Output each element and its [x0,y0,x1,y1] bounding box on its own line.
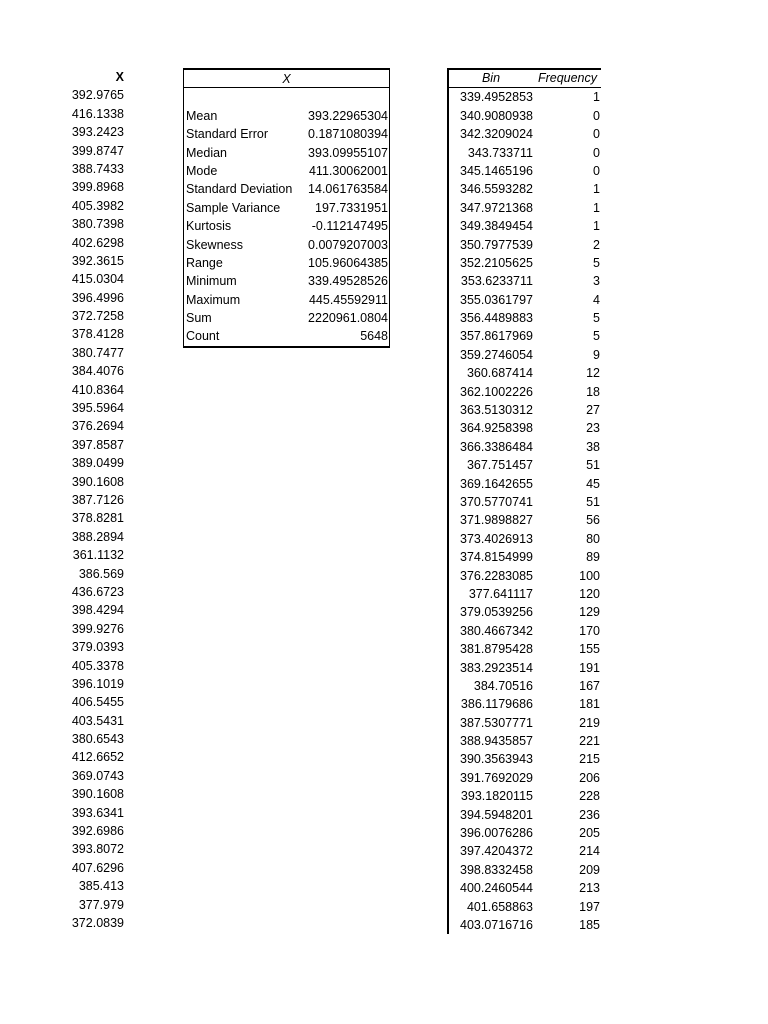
frequency-cell: 120 [579,586,600,601]
stats-row [184,125,389,143]
x-value-cell: 387.7126 [71,492,124,507]
frequency-cell: 214 [579,844,600,859]
histogram-row [449,511,601,529]
x-value-cell: 399.8968 [71,180,124,195]
bin-cell: 390.3563943 [460,752,533,767]
bin-cell: 340.9080938 [460,108,533,123]
frequency-cell: 155 [579,642,600,657]
histogram-row [449,309,601,327]
stats-rows [184,107,389,346]
bin-cell: 349.3849454 [460,219,533,234]
stats-value: 197.7331951 [315,200,388,215]
frequency-cell: 2 [593,237,600,252]
bin-cell: 374.8154999 [460,550,533,565]
frequency-cell: 206 [579,770,600,785]
stats-value: 5648 [360,329,388,344]
bin-cell: 400.2460544 [460,881,533,896]
stats-row [184,199,389,217]
stats-label: Standard Error [186,127,268,142]
histogram-row [449,180,601,198]
x-value-cell: 393.6341 [71,805,124,820]
bin-cell: 396.0076286 [460,826,533,841]
bin-cell: 356.4489883 [460,311,533,326]
bin-cell: 362.1002226 [460,384,533,399]
bin-cell: 347.9721368 [460,200,533,215]
bin-cell: 397.4204372 [460,844,533,859]
x-value-cell: 405.3982 [71,198,124,213]
x-value-cell: 376.2694 [71,419,124,434]
x-value-cell: 378.8281 [71,511,124,526]
histogram-row [449,346,601,364]
frequency-cell: 221 [579,734,600,749]
x-value-cell: 386.569 [78,566,124,581]
bin-cell: 357.8617969 [460,329,533,344]
stats-row [184,272,389,290]
x-value-cell: 392.6986 [71,824,124,839]
bin-cell: 377.641117 [468,586,533,601]
stats-row [184,309,389,327]
histogram-row [449,272,601,290]
stats-label: Maximum [186,292,241,307]
frequency-cell: 0 [593,163,600,178]
x-value-cell: 380.7398 [71,217,124,232]
histogram-row [449,493,601,511]
x-value-cell: 390.1608 [71,474,124,489]
histogram-row [449,107,601,125]
x-value-cell: 393.8072 [71,842,124,857]
stats-value: 0.0079207003 [308,237,388,252]
bin-cell: 353.6233711 [460,274,533,289]
x-value-cell: 390.1608 [71,787,124,802]
frequency-cell: 0 [593,145,600,160]
x-value-cell: 372.7258 [71,309,124,324]
bin-cell: 384.70516 [473,678,533,693]
stats-value: 0.1871080394 [308,127,388,142]
frequency-cell: 18 [586,384,600,399]
x-value-cell: 389.0499 [71,456,124,471]
frequency-cell: 205 [579,826,600,841]
histogram-row [449,530,601,548]
stats-label: Kurtosis [186,219,232,234]
frequency-cell: 0 [593,108,600,123]
histogram-row [449,732,601,750]
stats-row [184,217,389,235]
frequency-cell: 129 [579,605,600,620]
x-value-cell: 393.2423 [71,125,124,140]
x-value-cell: 388.7433 [71,161,124,176]
stats-table-header: X [184,70,389,88]
bin-cell: 352.2105625 [460,255,533,270]
bin-header: Bin [481,71,501,85]
histogram-row [449,861,601,879]
histogram-row [449,750,601,768]
histogram-row [449,327,601,345]
bin-cell: 373.4026913 [460,531,533,546]
frequency-cell: 167 [579,678,600,693]
stats-value: -0.112147495 [311,219,388,234]
frequency-cell: 219 [579,715,600,730]
bin-cell: 366.3386484 [460,439,533,454]
bin-cell: 360.687414 [466,366,533,381]
histogram-row [449,401,601,419]
histogram-table-header [449,68,601,88]
frequency-cell: 185 [579,917,600,932]
bin-cell: 383.2923514 [460,660,533,675]
frequency-header: Frequency [537,71,597,85]
frequency-cell: 56 [586,513,600,528]
stats-value: 393.09955107 [308,145,388,160]
stats-value: 2220961.0804 [308,311,388,326]
frequency-cell: 1 [593,90,600,105]
frequency-cell: 181 [579,697,600,712]
frequency-cell: 23 [586,421,600,436]
frequency-cell: 191 [579,660,600,675]
bin-cell: 376.2283085 [460,568,533,583]
stats-value: 339.49528526 [308,274,388,289]
histogram-row [449,162,601,180]
stats-label: Sum [186,311,212,326]
x-value-cell: 397.8587 [71,437,124,452]
bin-cell: 350.7977539 [460,237,533,252]
stats-row [184,162,389,180]
bin-cell: 346.5593282 [460,182,533,197]
histogram-row [449,659,601,677]
frequency-cell: 89 [586,550,600,565]
histogram-row [449,236,601,254]
histogram-row [449,144,601,162]
histogram-row [449,88,601,106]
frequency-cell: 213 [579,881,600,896]
x-value-cell: 396.4996 [71,290,124,305]
bin-cell: 364.9258398 [460,421,533,436]
x-value-cell: 392.3615 [71,253,124,268]
histogram-row [449,677,601,695]
histogram-row [449,824,601,842]
histogram-row [449,548,601,566]
x-value-cell: 396.1019 [71,676,124,691]
frequency-cell: 5 [593,311,600,326]
histogram-row [449,714,601,732]
frequency-cell: 228 [579,789,600,804]
bin-cell: 345.1465196 [460,163,533,178]
histogram-row [449,291,601,309]
stats-label: Mode [186,163,218,178]
bin-cell: 369.1642655 [460,476,533,491]
histogram-row [449,438,601,456]
descriptive-statistics-table [183,68,390,348]
frequency-cell: 38 [586,439,600,454]
x-value-cell: 388.2894 [71,529,124,544]
bin-cell: 343.733711 [467,145,533,160]
histogram-row [449,254,601,272]
frequency-cell: 1 [593,219,600,234]
histogram-row [449,475,601,493]
histogram-table [447,68,601,934]
x-value-cell: 378.4128 [71,327,124,342]
bin-cell: 394.5948201 [460,807,533,822]
stats-value: 14.061763584 [308,182,388,197]
frequency-cell: 170 [579,623,600,638]
frequency-cell: 51 [586,458,600,473]
frequency-cell: 236 [579,807,600,822]
bin-cell: 380.4667342 [460,623,533,638]
x-value-cell: 395.5964 [71,401,124,416]
histogram-row [449,419,601,437]
stats-row [184,236,389,254]
x-value-cell: 436.6723 [71,584,124,599]
x-value-cell: 405.3378 [71,658,124,673]
bin-cell: 371.9898827 [460,513,533,528]
x-value-cell: 379.0393 [71,640,124,655]
x-value-cell: 399.9276 [71,621,124,636]
stats-label: Mean [186,108,218,123]
histogram-row [449,199,601,217]
stats-label: Range [186,255,223,270]
stats-row [184,180,389,198]
x-value-cell: 412.6652 [71,750,124,765]
frequency-cell: 3 [593,274,600,289]
histogram-row [449,567,601,585]
bin-cell: 386.1179686 [460,697,533,712]
x-value-cell: 369.0743 [71,768,124,783]
frequency-cell: 0 [593,127,600,142]
stats-value: 105.96064385 [308,255,388,270]
bin-cell: 363.5130312 [460,403,533,418]
stats-label: Skewness [186,237,243,252]
bin-cell: 388.9435857 [460,734,533,749]
frequency-cell: 12 [586,366,600,381]
histogram-row [449,787,601,805]
stats-label: Count [186,329,220,344]
histogram-row [449,916,601,934]
bin-cell: 379.0539256 [460,605,533,620]
x-value-cell: 385.413 [78,879,124,894]
x-value-cell: 402.6298 [71,235,124,250]
bin-cell: 391.7692029 [460,770,533,785]
bin-cell: 355.0361797 [460,292,533,307]
stats-row [184,291,389,309]
bin-cell: 359.2746054 [460,347,533,362]
x-value-cell: 361.1132 [72,548,124,563]
frequency-cell: 5 [593,255,600,270]
histogram-row [449,125,601,143]
histogram-row [449,640,601,658]
x-value-cell: 410.8364 [71,382,124,397]
bin-cell: 401.658863 [466,899,533,914]
x-value-cell: 398.4294 [71,603,124,618]
frequency-cell: 215 [579,752,600,767]
frequency-cell: 209 [579,862,600,877]
x-data-column [56,68,124,932]
histogram-row [449,456,601,474]
bin-cell: 367.751457 [466,458,533,473]
frequency-cell: 5 [593,329,600,344]
histogram-row [449,769,601,787]
histogram-row [449,879,601,897]
frequency-cell: 4 [593,292,600,307]
x-value-cell: 403.5431 [71,713,124,728]
histogram-rows [449,88,601,934]
bin-cell: 387.5307771 [460,715,533,730]
histogram-row [449,383,601,401]
frequency-cell: 1 [593,200,600,215]
frequency-cell: 100 [579,568,600,583]
stats-row [184,107,389,125]
x-value-cell: 380.7477 [71,345,124,360]
bin-cell: 393.1820115 [460,789,533,804]
x-value-cell: 372.0839 [71,915,124,930]
bin-cell: 398.8332458 [460,862,533,877]
x-value-cell: 399.8747 [71,143,124,158]
histogram-row [449,622,601,640]
x-value-cell: 406.5455 [71,695,124,710]
x-value-cell: 407.6296 [71,860,124,875]
bin-cell: 342.3209024 [460,127,533,142]
histogram-row [449,898,601,916]
stats-value: 445.45592911 [308,292,388,307]
histogram-row [449,842,601,860]
histogram-row [449,806,601,824]
frequency-cell: 51 [586,494,600,509]
x-value-cell: 377.979 [78,897,124,912]
histogram-row [449,217,601,235]
bin-cell: 381.8795428 [460,642,533,657]
stats-label: Sample Variance [186,200,281,215]
histogram-row [449,603,601,621]
histogram-row [449,695,601,713]
stats-label: Median [186,145,227,160]
bin-cell: 403.0716716 [460,917,533,932]
x-value-cell: 416.1338 [71,106,124,121]
x-values-list [56,86,124,932]
frequency-cell: 45 [586,476,600,491]
stats-value: 411.30062001 [308,163,388,178]
stats-row [184,144,389,162]
frequency-cell: 80 [586,531,600,546]
x-value-cell: 384.4076 [71,364,124,379]
x-column-header: X [115,70,124,84]
stats-blank-row [184,88,389,106]
x-value-cell: 392.9765 [71,88,124,103]
frequency-cell: 27 [586,403,600,418]
bin-cell: 370.5770741 [460,494,533,509]
stats-label: Minimum [186,274,237,289]
x-value-cell: 380.6543 [71,732,124,747]
stats-value: 393.22965304 [308,108,388,123]
stats-row [184,327,389,345]
bin-cell: 339.4952853 [460,90,533,105]
frequency-cell: 9 [593,347,600,362]
frequency-cell: 1 [593,182,600,197]
histogram-row [449,585,601,603]
stats-row [184,254,389,272]
histogram-row [449,364,601,382]
x-value-cell: 415.0304 [71,272,124,287]
stats-label: Standard Deviation [186,182,293,197]
frequency-cell: 197 [579,899,600,914]
